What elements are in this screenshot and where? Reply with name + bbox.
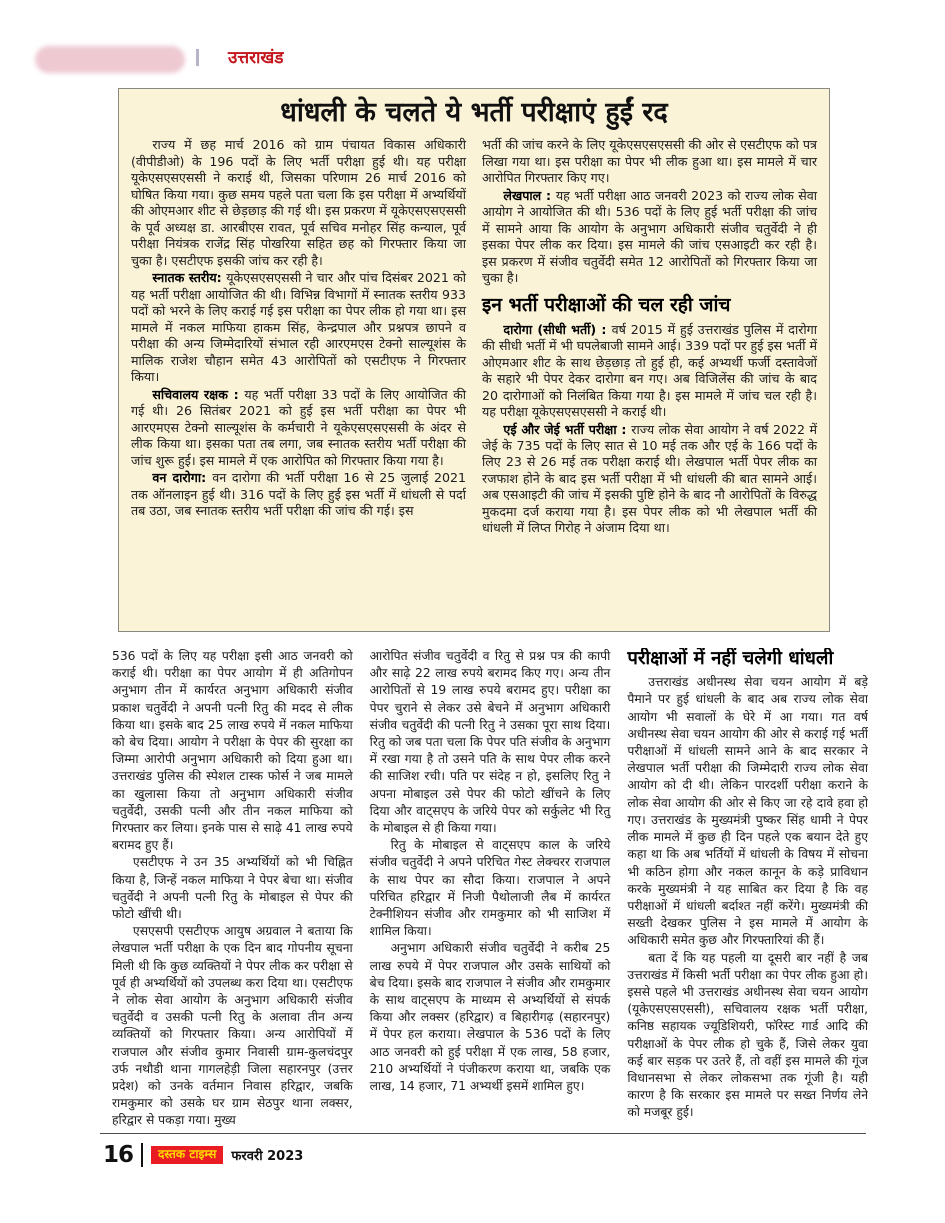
page-footer [103, 1140, 303, 1170]
box-subheading: इन भर्ती परीक्षाओं की चल रही जांच [482, 293, 731, 316]
article-box-column-2-bottom [482, 322, 817, 537]
paragraph-lead: लेखपाल : [503, 187, 556, 203]
magazine-name-badge: दस्तक टाइम्स [151, 1146, 223, 1164]
paragraph: लेखपाल : यह भर्ती परीक्षा आठ जनवरी 2023 को राज्य लोक सेवा आयोग ने आयोजित की थी। 536 पदों के लिए हुई भर्ती परीक्षा की जांच में सामने आया कि आयोग के अनुभाग अधिकारी संजीव चतुर्वेदी ने ही इसका पेपर लीक कर दिया। इस मामले की जांच एसआइटी कर रही है। इस प्रकरण में संजीव चतुर्वेदी समेत 12 आरोपितों को गिरफ्तार किया जा चुका है। [482, 187, 817, 286]
paragraph: सचिवालय रक्षक : यह भर्ती परीक्षा 33 पदों के लिए आयोजित की गई थी। 26 सितंबर 2021 को हुई इस भर्ती परीक्षा का पेपर भी आरएमएस टेक्नो साल्यूशंस के कर्मचारी ने यूकेएसएसएससी के अंदर से लीक किया था। इसका पता तब लगा, जब स्नातक स्तरीय भर्ती परीक्षा की जांच शुरू हुई। इस मामले में एक आरोपित को गिरफ्तार किया गया है। [131, 386, 466, 468]
paragraph-lead: वन दारोगा: [152, 470, 213, 486]
issue-date: फरवरी 2023 [231, 1149, 304, 1164]
paragraph: आरोपित संजीव चतुर्वेदी व रितु से प्रश्न पत्र की कापी और साढ़े 22 लाख रुपये बरामद किए गए। अन्य तीन आरोपितों से 19 लाख रुपये बरामद हुए। परीक्षा का पेपर चुराने से लेकर उसे बेचने में अनुभाग अधिकारी संजीव चतुर्वेदी की पत्नी रितु ने उसका पूरा साथ दिया। रितु को जब पता चला कि पेपर पति संजीव के अनुभाग में रखा गया है तो उसने पति के साथ पेपर लीक करने की साजिश रची। पति पर संदेह न हो, इसलिए रितु ने अपना मोबाइल उसे पेपर की फोटो खींचने के लिए दिया और वाट्सएप के जरिये पेपर को सर्कुलेट भी रितु के मोबाइल से ही किया गया। [369, 649, 611, 836]
paragraph: राज्य में छह मार्च 2016 को ग्राम पंचायत विकास अधिकारी (वीपीडीओ) के 196 पदों के लिए भर्ती परीक्षा हुई थी। यह परीक्षा यूकेएसएसएससी ने कराई थी, जिसका परिणाम 26 मार्च 2016 को घोषित किया गया। कुछ समय पहले पता चला कि इस परीक्षा में अभ्यर्थियों की ओएमआर शीट से छेड़छाड़ की गई थी। इस प्रकरण में यूकेएसएसएससी के पूर्व अध्यक्ष डा. आरबीएस रावत, पूर्व सचिव मनोहर सिंह कन्याल, पूर्व परीक्षा नियंत्रक राजेंद्र सिंह पोखरिया सहित छह को गिरफ्तार किया जा चुका है। एसटीएफ इसकी जांच कर रही है। [131, 137, 466, 268]
article-box-columns [131, 137, 817, 538]
footer-divider [141, 1143, 143, 1167]
article-box-column-2 [482, 137, 817, 538]
body-column-3 [627, 648, 868, 1130]
page-number: 16 [103, 1142, 134, 1168]
paragraph: एसएसपी एसटीएफ आयुष अग्रवाल ने बताया कि लेखपाल भर्ती परीक्षा के एक दिन बाद गोपनीय सूचना मिली थी कि कुछ व्यक्तियों ने पेपर लीक कर परीक्षा से पूर्व ही अभ्यर्थियों को उपलब्ध करा दिया था। एसटीएफ ने लोक सेवा आयोग के अनुभाग अधिकारी संजीव चतुर्वेदी व उसकी पत्नी रितु के अलावा तीन अन्य व्यक्तियों को गिरफ्तार किया। अन्य आरोपियों में राजपाल और संजीव कुमार निवासी ग्राम-कुलचंदपुर उर्फ नथौडी थाना गागलहेड़ी जिला सहारनपुर (उत्तर प्रदेश) को उनके वर्तमान निवास हरिद्वार, जबकि रामकुमार को उसके घर ग्राम सेठपुर थाना लक्सर, हरिद्वार से पकड़ा गया। मुख्य [112, 924, 353, 1128]
section-label: उत्तराखंड [228, 48, 284, 68]
paragraph: रितु के मोबाइल से वाट्सएप काल के जरिये संजीव चतुर्वेदी ने अपने परिचित गेस्ट लेक्चरर राजपाल के साथ पेपर का सौदा किया। राजपाल ने अपने परिचित हरिद्वार में निजी पैथोलाजी लैब में कार्यरत टेक्नीशियन संजीव और रामकुमार को भी साजिश में शामिल किया। [369, 838, 611, 939]
body-columns [112, 648, 868, 1130]
paragraph: स्नातक स्तरीय: यूकेएसएसएससी ने चार और पांच दिसंबर 2021 को यह भर्ती परीक्षा आयोजित की थी। विभिन्न विभागों में स्नातक स्तरीय 933 पदों को भरने के लिए कराई गई इस परीक्षा का पेपर लीक हो गया था। इस मामले में नकल माफिया हाकम सिंह, केन्द्रपाल और प्रश्नपत्र छापने व परीक्षा की अन्य जिम्मेदारियों संभाल रही आरएमएस टेक्नो साल्यूशंस के मालिक राजेश चौहान समेत 43 आरोपितों को एसटीएफ ने गिरफ्तार किया। [131, 270, 467, 385]
article-box-column-1 [131, 137, 466, 538]
paragraph: एई और जेई भर्ती परीक्षा : राज्य लोक सेवा आयोग ने वर्ष 2022 में जेई के 735 पदों के लिए सात से 10 मई तक और एई के 166 पदों के लिए 23 से 26 मई तक परीक्षा कराई थी। लेखपाल भर्ती पेपर लीक का रजफाश होने के बाद इस भर्ती परीक्षा में भी धांधली की बात सामने आई। अब एसआइटी की जांच में इसकी पुष्टि होने के बाद नौ आरोपितों के विरुद्ध मुकदमा दर्ज कराया गया है। इस पेपर लीक को भी लेखपाल भर्ती की धांधली में लिप्त गिरोह ने अंजाम दिया था। [482, 421, 817, 536]
body-column-1 [112, 648, 353, 1130]
body-column-3-paras [627, 674, 868, 1121]
paragraph: अनुभाग अधिकारी संजीव चतुर्वेदी ने करीब 25 लाख रुपये में पेपर राजपाल और उसके साथियों को बेच दिया। इसके बाद राजपाल ने संजीव और रामकुमार के साथ वाट्सएप के माध्यम से अभ्यर्थियों से संपर्क किया और लक्सर (हरिद्वार) व बिहारीगढ़ (सहारनपुर) में पेपर हल कराया। लेखपाल के 536 पदों के लिए आठ जनवरी को हुई परीक्षा में एक लाख, 58 हजार, 210 अभ्यर्थियों ने पंजीकरण कराया था, जबकि एक लाख, 14 हजार, 71 अभ्यर्थी इसमें शामिल हुए। [369, 941, 611, 1094]
article-box-column-2-top [482, 137, 817, 286]
paragraph-lead: सचिवालय रक्षक : [152, 386, 245, 402]
paragraph: भर्ती की जांच करने के लिए यूकेएसएसएससी की ओर से एसटीएफ को पत्र लिखा गया था। इस परीक्षा का पेपर भी लीक हुआ था। इस मामले में चार आरोपित गिरफ्तार किए गए। [482, 137, 817, 186]
header-divider [196, 49, 199, 66]
article-title: धांधली के चलते ये भर्ती परीक्षाएं हुईं रद [280, 97, 668, 128]
paragraph: दारोगा (सीधी भर्ती) : वर्ष 2015 में हुई उत्तराखंड पुलिस में दारोगा की सीधी भर्ती में भी घपलेबाजी सामने आई। 339 पदों पर हुई इस भर्ती में ओएमआर शीट के साथ छेड़छाड़ तो हुई ही, कई अभ्यर्थी फर्जी दस्तावेजों के सहारे भी पेपर देकर दारोगा बन गए। अब विजिलेंस की जांच के बाद 20 दारोगाओं को निलंबित किया गया है। इस मामले में जांच चल रही है। यह परीक्षा यूकेएसएसएससी ने कराई थी। [482, 321, 817, 420]
paragraph: वन दारोगा: वन दारोगा की भर्ती परीक्षा 16 से 25 जुलाई 2021 तक ऑनलाइन हुई थी। 316 पदों के लिए हुई इस भर्ती में धांधली से पर्दा तब उठा, जब स्नातक स्तरीय भर्ती परीक्षा की जांच की गई। इस [131, 470, 466, 519]
paragraph: 536 पदों के लिए यह परीक्षा इसी आठ जनवरी को कराई थी। परीक्षा का पेपर आयोग में ही अतिगोपन अनुभाग तीन में कार्यरत अनुभाग अधिकारी संजीव प्रकाश चतुर्वेदी ने अपनी पत्नी रितु की मदद से लीक किया था। इसके बाद 25 लाख रुपये में नकल माफिया को बेच दिया। आयोग ने परीक्षा के पेपर की सुरक्षा का जिम्मा आरोपी अनुभाग अधिकारी को दिया हुआ था। उत्तराखंड पुलिस की स्पेशल टास्क फोर्स ने जब मामले का खुलासा किया तो अनुभाग अधिकारी संजीव चतुर्वेदी, उसकी पत्नी और तीन नकल माफिया को गिरफ्तार कर लिया। इनके पास से साढ़े 41 लाख रुपये बरामद हुए हैं। [112, 649, 353, 853]
body-column-2 [370, 648, 611, 1130]
article-box [118, 88, 830, 632]
page-header [0, 42, 945, 82]
footer-rule [100, 1133, 866, 1134]
paragraph: बता दें कि यह पहली या दूसरी बार नहीं है जब उत्तराखंड में किसी भर्ती परीक्षा का पेपर लीक हुआ हो। इससे पहले भी उत्तराखंड अधीनस्थ सेवा चयन आयोग (यूकेएसएसएससी), सचिवालय रक्षक भर्ती परीक्षा, कनिष्ठ सहायक ज्यूडिशियरी, फॉरेस्ट गार्ड आदि की परीक्षाओं के पेपर लीक हो चुके हैं, जिसे लेकर युवा कई बार सड़क पर उतरे हैं, तो वहीं इस मामले की गूंज विधानसभा से लेकर लोकसभा तक गूंजी है। यही कारण है कि सरकार इस मामले पर सख्त निर्णय लेने को मजबूर हुई। [627, 950, 868, 1120]
paragraph: उत्तराखंड अधीनस्थ सेवा चयन आयोग में बड़े पैमाने पर हुई धांधली के बाद अब राज्य लोक सेवा आयोग भी सवालों के घेरे में आ गया। गत वर्ष अधीनस्थ सेवा चयन आयोग की ओर से कराई गई भर्ती परीक्षाओं में धांधली सामने आने के बाद सरकार ने लेखपाल भर्ती परीक्षा की जिम्मेदारी राज्य लोक सेवा आयोग को दी थी। लेकिन पारदर्शी परीक्षा कराने के लोक सेवा आयोग की ओर से किए जा रहे दावे हवा हो गए। उत्तराखंड के मुख्यमंत्री पुष्कर सिंह धामी ने पेपर लीक मामले में कुछ ही दिन पहले एक बयान देते हुए कहा था कि अब भर्तियों में धांधली के विषय में सोचना भी कठिन होगा और नकल कानून के कड़े प्राविधान करके मुख्यमंत्री ने यह साबित कर दिया है कि वह परीक्षाओं में धांधली बर्दाश्त नहीं करेंगे। मुख्यमंत्री की सख्ती देखकर पुलिस ने इस मामले में आयोग के अधिकारी समेत कुछ और गिरफ्तारियां की हैं। [627, 675, 868, 948]
paragraph-lead: दारोगा (सीधी भर्ती) : [503, 321, 612, 337]
paragraph: एसटीएफ ने उन 35 अभ्यर्थियों को भी चिह्नित किया है, जिन्हें नकल माफिया ने पेपर बेचा था। संजीव चतुर्वेदी ने अपनी पत्नी रितु के मोबाइल से पेपर की फोटो खींची थी। [112, 855, 353, 922]
masthead-logo-placeholder [35, 46, 185, 73]
sidebar-story-heading: परीक्षाओं में नहीं चलेगी धांधली [627, 648, 834, 669]
paragraph-lead: स्नातक स्तरीय: [152, 270, 227, 286]
paragraph-lead: एई और जेई भर्ती परीक्षा : [503, 421, 632, 437]
